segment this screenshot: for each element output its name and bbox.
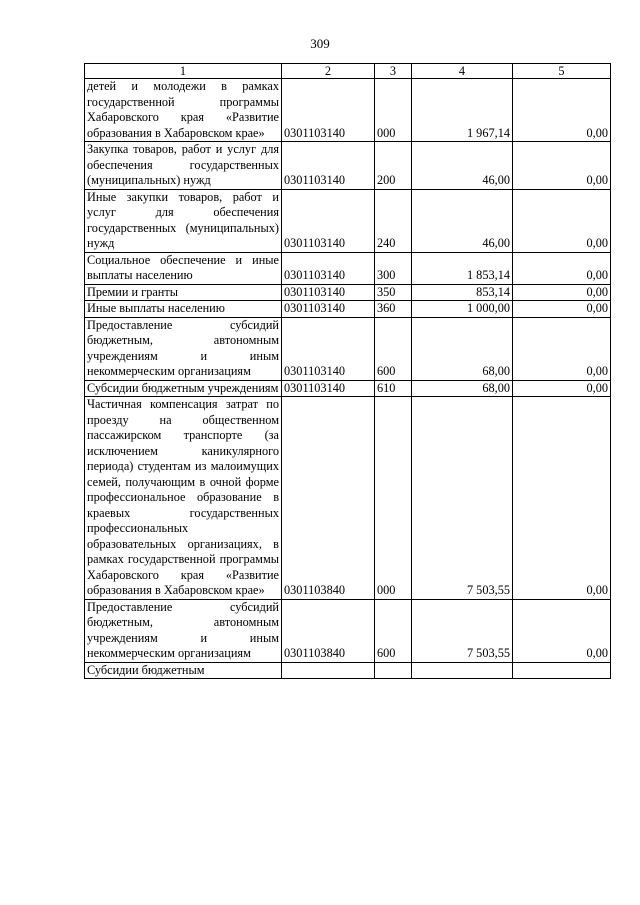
- column-header: 1: [85, 64, 282, 79]
- table-row: [85, 397, 611, 600]
- row-code-cell: 0301103840: [282, 397, 375, 600]
- row-sum1-cell: 46,00: [412, 189, 513, 252]
- row-type-cell: 200: [375, 142, 412, 190]
- column-header: 5: [513, 64, 611, 79]
- row-type-cell: 360: [375, 301, 412, 318]
- row-sum2-cell: 0,00: [513, 252, 611, 284]
- table-row: [85, 142, 611, 190]
- column-header: 2: [282, 64, 375, 79]
- row-name-cell: Субсидии бюджетным: [85, 662, 282, 679]
- row-code-cell: 0301103140: [282, 301, 375, 318]
- row-name-cell: Премии и гранты: [85, 284, 282, 301]
- row-name-cell: Частичная компенсация затрат по проезду на общественном пассажирском транспорте (за исключением каникулярного периода) студентам из малоимущих семей, получающим в очной форме профессиональное образование в краевых государственных профессиональных образовательных организациях, в рамках государственной программы Хабаровского края «Развитие образования в Хабаровском крае»: [85, 397, 282, 600]
- row-type-cell: 300: [375, 252, 412, 284]
- row-code-cell: 0301103140: [282, 189, 375, 252]
- row-sum2-cell: 0,00: [513, 317, 611, 380]
- table-row: [85, 189, 611, 252]
- row-sum2-cell: 0,00: [513, 397, 611, 600]
- row-sum2-cell: 0,00: [513, 142, 611, 190]
- row-type-cell: 600: [375, 599, 412, 662]
- row-sum1-cell: 68,00: [412, 380, 513, 397]
- row-sum1-cell: 46,00: [412, 142, 513, 190]
- row-sum1-cell: 1 853,14: [412, 252, 513, 284]
- table-row: [85, 317, 611, 380]
- row-type-cell: 240: [375, 189, 412, 252]
- row-name-cell: Закупка товаров, работ и услуг для обеспечения государственных (муниципальных) нужд: [85, 142, 282, 190]
- row-name-cell: Иные закупки товаров, работ и услуг для обеспечения государственных (муниципальных) нужд: [85, 189, 282, 252]
- header-row: [85, 64, 611, 79]
- table-row: [85, 599, 611, 662]
- table-row: [85, 252, 611, 284]
- row-sum2-cell: [513, 662, 611, 679]
- row-sum2-cell: 0,00: [513, 189, 611, 252]
- row-sum1-cell: 1 000,00: [412, 301, 513, 318]
- table-row: [85, 380, 611, 397]
- row-sum2-cell: 0,00: [513, 284, 611, 301]
- row-sum2-cell: 0,00: [513, 599, 611, 662]
- row-type-cell: 610: [375, 380, 412, 397]
- table-row: [85, 662, 611, 679]
- row-type-cell: [375, 662, 412, 679]
- row-name-cell: Иные выплаты населению: [85, 301, 282, 318]
- row-code-cell: 0301103140: [282, 380, 375, 397]
- row-code-cell: 0301103140: [282, 284, 375, 301]
- table-row: [85, 284, 611, 301]
- row-type-cell: 000: [375, 79, 412, 142]
- row-sum1-cell: 68,00: [412, 317, 513, 380]
- table-row: [85, 301, 611, 318]
- row-code-cell: 0301103140: [282, 142, 375, 190]
- row-sum1-cell: 1 967,14: [412, 79, 513, 142]
- row-sum1-cell: 853,14: [412, 284, 513, 301]
- row-sum2-cell: 0,00: [513, 380, 611, 397]
- table-row: [85, 79, 611, 142]
- row-name-cell: Субсидии бюджетным учреждениям: [85, 380, 282, 397]
- row-code-cell: 0301103140: [282, 317, 375, 380]
- column-header: 3: [375, 64, 412, 79]
- row-name-cell: Предоставление субсидий бюджетным, автономным учреждениям и иным некоммерческим организациям: [85, 317, 282, 380]
- row-sum2-cell: 0,00: [513, 79, 611, 142]
- page-number: 309: [310, 36, 330, 51]
- row-sum1-cell: [412, 662, 513, 679]
- column-header: 4: [412, 64, 513, 79]
- row-code-cell: 0301103840: [282, 599, 375, 662]
- row-code-cell: [282, 662, 375, 679]
- row-sum1-cell: 7 503,55: [412, 599, 513, 662]
- row-sum2-cell: 0,00: [513, 301, 611, 318]
- row-code-cell: 0301103140: [282, 252, 375, 284]
- row-code-cell: 0301103140: [282, 79, 375, 142]
- row-type-cell: 350: [375, 284, 412, 301]
- row-name-cell: Предоставление субсидий бюджетным, автономным учреждениям и иным некоммерческим организациям: [85, 599, 282, 662]
- row-name-cell: Социальное обеспечение и иные выплаты населению: [85, 252, 282, 284]
- row-type-cell: 600: [375, 317, 412, 380]
- row-name-cell: детей и молодежи в рамках государственной программы Хабаровского края «Развитие образования в Хабаровском крае»: [85, 79, 282, 142]
- budget-table: [84, 63, 611, 679]
- row-type-cell: 000: [375, 397, 412, 600]
- row-sum1-cell: 7 503,55: [412, 397, 513, 600]
